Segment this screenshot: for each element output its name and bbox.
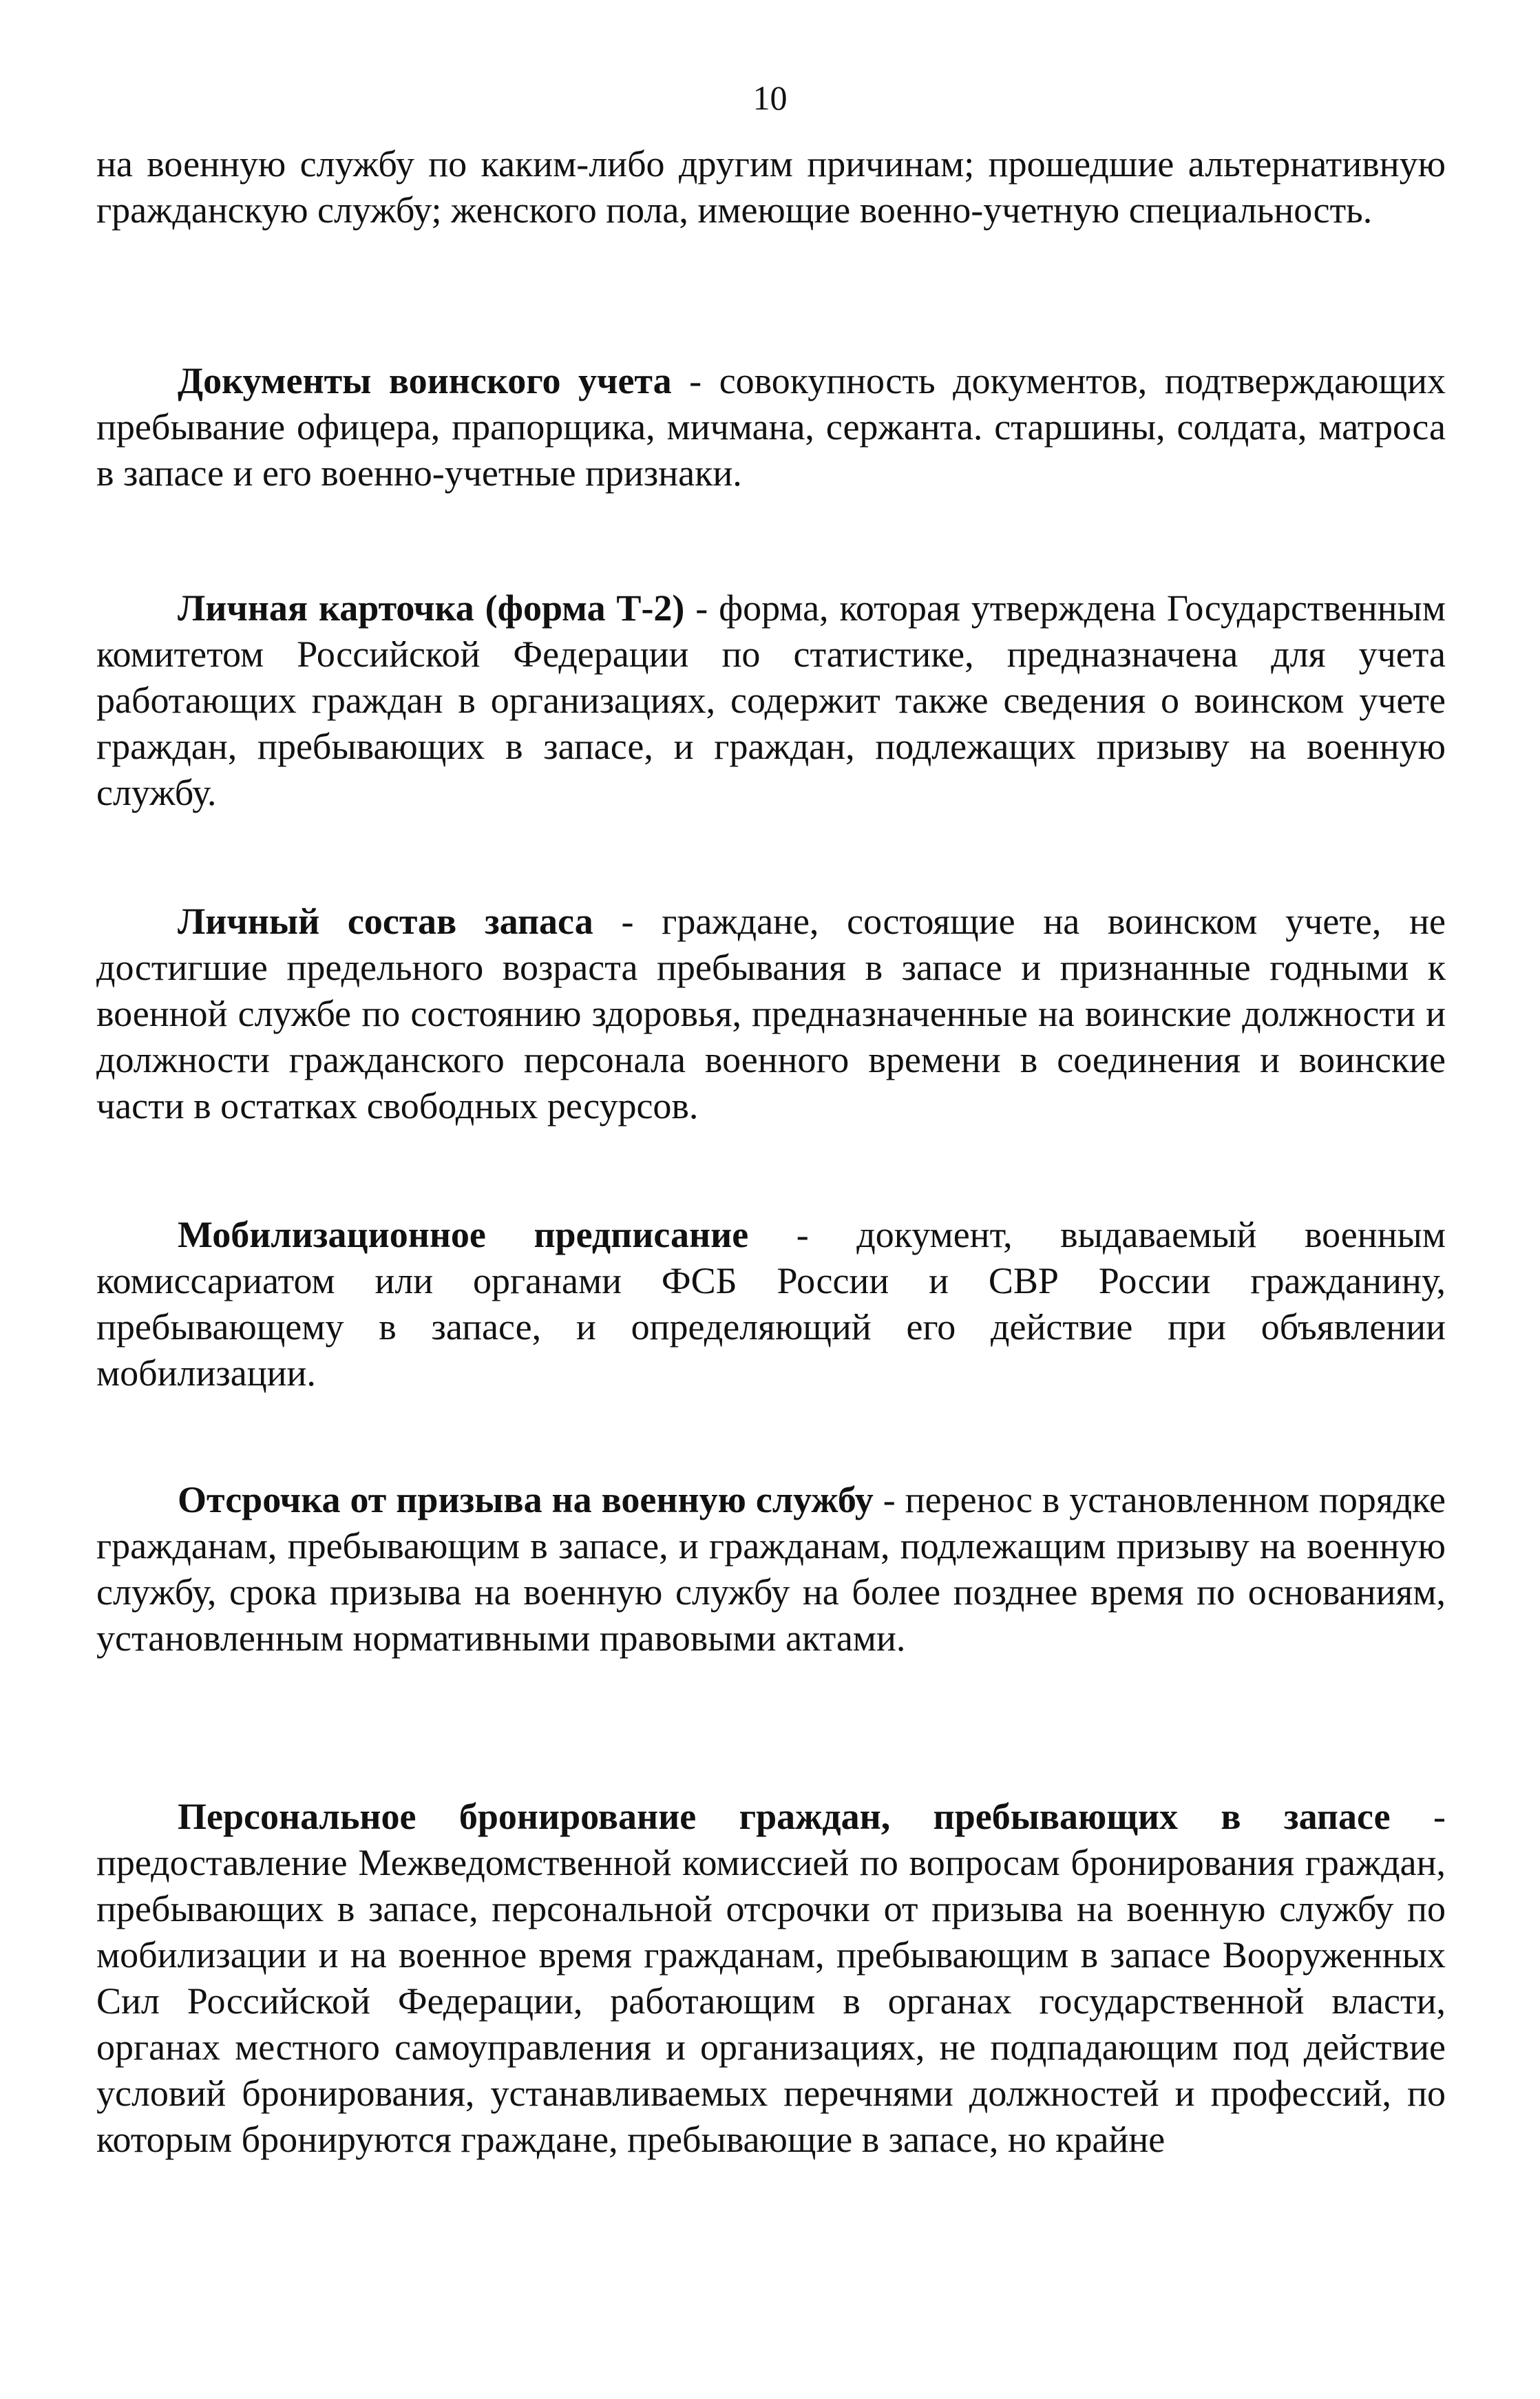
definition-text: - перенос в установленном порядке гражданам, пребывающим в запасе, и гражданам, подлежащим призыву на военную службу, срока призыва на военную службу на более позднее время по основаниям, установленным нормативными правовыми актами.: [96, 1479, 1446, 1659]
definition-personal-reservation: [96, 1794, 1446, 2163]
definition-text: - документ, выдаваемый военным комиссариатом или органами ФСБ России и СВР России гражданину, пребывающему в запасе, и определяющий его действие при объявлении мобилизации.: [96, 1214, 1446, 1394]
term-conscription-deferment: Отсрочка от призыва на военную службу: [178, 1479, 874, 1520]
term-personal-card: Личная карточка (форма Т-2): [178, 587, 685, 629]
definition-reserve-personnel: [96, 899, 1446, 1129]
intro-paragraph: на военную службу по каким-либо другим причинам; прошедшие альтернативную гражданскую службу; женского пола, имеющие военно-учетную специальность.: [96, 143, 1446, 231]
definition-military-records-documents: [96, 358, 1446, 496]
term-personal-reservation: Персональное бронирование граждан, пребывающих в запасе: [178, 1796, 1391, 1837]
definition-text: - предоставление Межведомственной комиссией по вопросам бронирования граждан, пребывающих в запасе, персональной отсрочки от призыва на военную службу по мобилизации и на военное время гражданам, пребывающим в запасе Вооруженных Сил Российской Федерации, работающим в органах государственной власти, органах местного самоуправления и организациях, не подпадающим под действие условий бронирования, устанавливаемых перечнями должностей и профессий, по которым бронируются граждане, пребывающие в запасе, но крайне: [96, 1796, 1446, 2160]
term-military-records-documents: Документы воинского учета: [178, 360, 672, 401]
definition-text: - граждане, состоящие на воинском учете, не достигшие предельного возраста пребывания в запасе и признанные годными к военной службе по состоянию здоровья, предназначенные на воинские должности и должности гражданского персонала военного времени в соединения и воинские части в остатках свободных ресурсов.: [96, 901, 1446, 1127]
definition-personal-card: [96, 585, 1446, 816]
definition-mobilization-order: [96, 1212, 1446, 1396]
definition-text: - форма, которая утверждена Государственным комитетом Российской Федерации по статистике, предназначена для учета работающих граждан в организациях, содержит также сведения о воинском учете граждан, пребывающих в запасе, и граждан, подлежащих призыву на военную службу.: [96, 587, 1446, 813]
definition-text: - совокупность документов, подтверждающих пребывание офицера, прапорщика, мичмана, сержанта. старшины, солдата, матроса в запасе и его военно-учетные признаки.: [96, 360, 1446, 494]
term-reserve-personnel: Личный состав запаса: [178, 901, 593, 942]
definition-conscription-deferment: [96, 1477, 1446, 1662]
page-number: 10: [752, 78, 788, 117]
term-mobilization-order: Мобилизационное предписание: [178, 1214, 749, 1255]
